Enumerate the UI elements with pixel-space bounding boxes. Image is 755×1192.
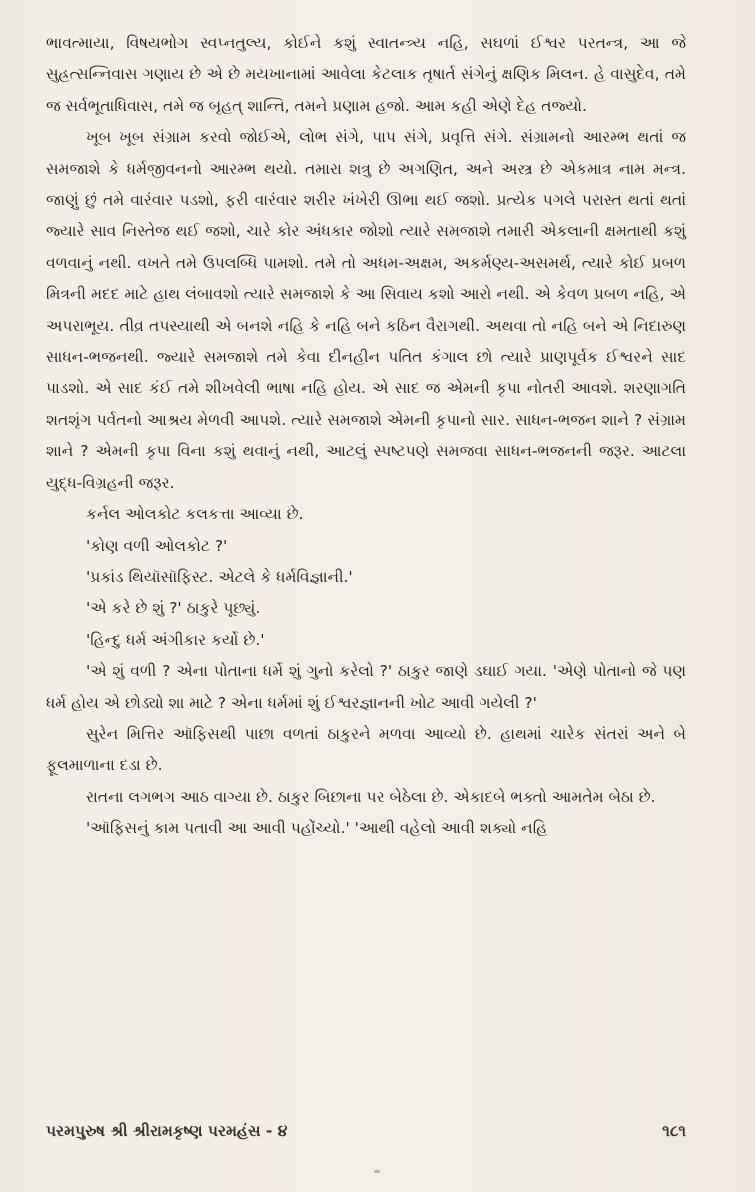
paragraph-10: રાતના લગભગ આઠ વાગ્યા છે. ઠાકુર બિછાના પર બેઠેલા છે. એકાદબે ભક્તો આમતેમ બેઠા છે. xyxy=(86,787,656,806)
paragraph-6: 'એ કરે છે શું ?' ઠાકુરે પૂછ્યું. xyxy=(86,599,261,618)
paragraph-1: ભાવત્માયા, વિષયભોગ સ્વપ્નતુલ્ય, કોઈને કશું સ્વાતન્ત્ર્ય નહિ, સઘળાં ઈશ્વર પરતન્ત્ર, આ જે સુહ્રત્સન્નિવાસ ગણાય છે એ છે મયખાનામાં આવેલા કેટલાક તૃષાર્ત સંગેનું ક્ષણિક મિલન. હે વાસુદેવ, તમે જ સર્વભૂતાધિવાસ, તમે જ બૃહત્ શાન્તિ, તમને પ્રણામ હજો. આમ કહી એણે દેહ તજ્યો. xyxy=(46,34,686,115)
running-footer-title: પરમપુરુષ શ્રી શ્રીરામકૃષ્ણ પરમહંસ - ૪ xyxy=(46,1122,288,1140)
page-body xyxy=(46,28,686,845)
paragraph-3: કર્નલ ઓલકોટ કલકત્તા આવ્યા છે. xyxy=(86,505,304,524)
paragraph-8: 'એ શું વળી ? એના પોતાના ધર્મે શું ગુનો કરેલો ?' ઠાકુર જાણે ડઘાઈ ગયા. 'એણે પોતાનો જે પણ ધર્મ હોય એ છોડ્યો શા માટે ? એના ધર્મમાં શું ઈશ્વરજ્ઞાનની ખોટ આવી ગયેલી ?' xyxy=(46,662,686,712)
paragraph-9: સુરેન મિત્તિર ઑફિસથી પાછા વળતાં ઠાકુરને મળવા આવ્યો છે. હાથમાં ચારેક સંતરાં અને બે ફૂલમાળાના દડા છે. xyxy=(46,724,686,775)
paragraph-2: ખૂબ ખૂબ સંગ્રામ કરવો જોઈએ, લોભ સંગે, પાપ સંગે, પ્રવૃત્તિ સંગે. સંગ્રામનો આરમ્ભ થતાં જ સમજાશે કે ધર્મજીવનનો આરમ્ભ થયો. તમારા શત્રુ છે અગણિત, અને અસ્ત્ર છે એકમાત્ર નામ મન્ત્ર. જાણું છું તમે વારંવાર પડશો, ફરી વારંવાર શરીર ખંખેરી ઊભા થઈ જશો. પ્રત્યેક પગલે પરાસ્ત થતાં થતાં જ્યારે સાવ નિસ્તેજ થઈ જશો, ચારે કોર અંધકાર જોશો ત્યારે સમજાશે તમારી એકલાની ક્ષમતાથી કશું વળવાનું નથી. વખતે તમે ઉપલબ્ધિ પામશો. તમે તો અધમ-અક્ષમ, અકર્મણ્ય-અસમર્થ, ત્યારે કોઈ પ્રબળ મિત્રની મદદ માટે હાથ લંબાવશો ત્યારે સમજાશે કે આ સિવાય કશો આરો નથી. એ કેવળ પ્રબળ નહિ, એ અપરાભૂય. તીવ્ર તપસ્યાથી એ બનશે નહિ કે નહિ બને કઠિન વૈરાગથી. અથવા તો નહિ બને એ નિદારુણ સાધન-ભજનથી. જ્યારે સમજાશે તમે કેવા દીનહીન પતિત કંગાલ છો ત્યારે પ્રાણપૂર્વક ઈશ્વરને સાદ પાડશો. એ સાદ કંઈ તમે શીખવેલી ભાષા નહિ હોય. એ સાદ જ એમની કૃપા નોતરી આવશે. શરણાગતિ શતશૃંગ પર્વતનો આશ્રય મેળવી આપશે. ત્યારે સમજાશે એમની કૃપાનો સાર. સાધન-ભજન શાને ? સંગ્રામ શાને ? એમની કૃપા વિના કશું થવાનું નથી, આટલું સ્પષ્ટપણે સમજવા સાધન-ભજનની જરૂર. આટલા યુદ્ધ-વિગ્રહની જરૂર. xyxy=(46,128,686,492)
paragraph-4: 'કોણ વળી ઓલકોટ ?' xyxy=(86,536,228,555)
paragraph-7: 'હિન્દુ ધર્મ અંગીકાર કર્યો છે.' xyxy=(86,630,265,649)
paragraph-11: 'ઑફિસનું કામ પતાવી આ આવી પહોંચ્યો.' 'આથી વહેલો આવી શક્યો નહિ xyxy=(86,819,548,838)
paper-speck xyxy=(374,1170,380,1173)
page-number: ૧૮૧ xyxy=(662,1122,686,1140)
page-footer xyxy=(46,1122,686,1141)
paragraph-5: 'પ્રકાંડ થિયૉસૉફિસ્ટ. એટલે કે ધર્મવિજ્ઞાની.' xyxy=(86,567,353,586)
